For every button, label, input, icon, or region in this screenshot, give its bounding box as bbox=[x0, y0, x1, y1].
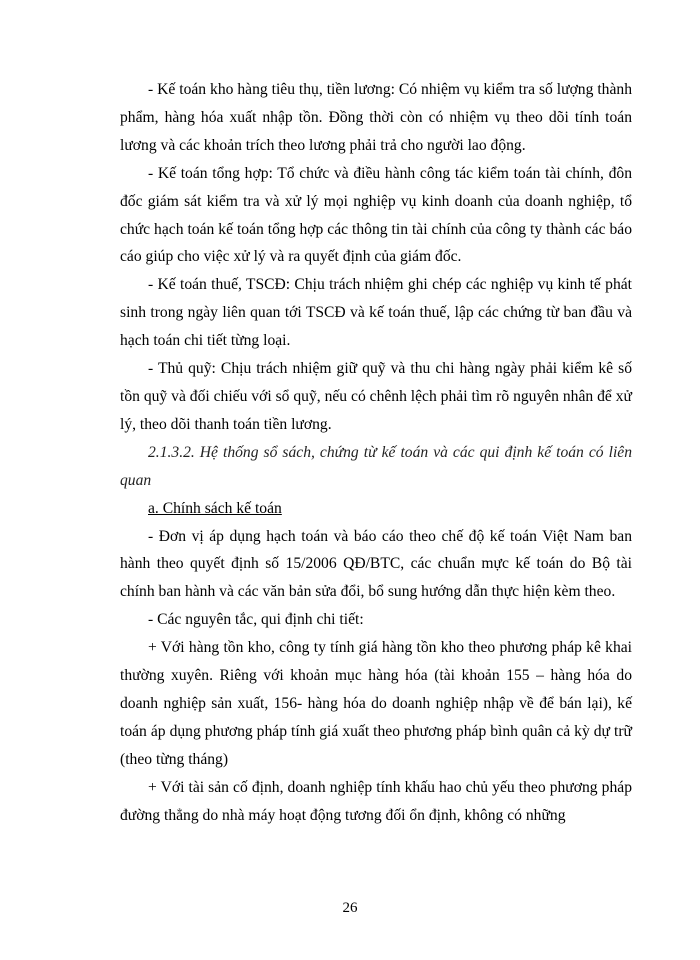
page-body bbox=[120, 76, 632, 829]
paragraph-accounting-regime: - Đơn vị áp dụng hạch toán và báo cáo theo chế độ kế toán Việt Nam ban hành theo quyết định số 15/2006 QĐ/BTC, các chuẩn mực kế toán do Bộ tài chính ban hành và các văn bản sửa đổi, bổ sung hướng dẫn thực hiện kèm theo. bbox=[120, 527, 632, 601]
paragraph-general-accountant: - Kế toán tổng hợp: Tổ chức và điều hành công tác kiểm toán tài chính, đôn đốc giám sát kiểm tra và xử lý mọi nghiệp vụ kinh doanh của doanh nghiệp, tổ chức hạch toán kế toán tổng hợp các thông tin tài chính của công ty thành các báo cáo giúp cho việc xử lý và ra quyết định của giám đốc. bbox=[120, 164, 632, 266]
paragraph-warehouse-accountant: - Kế toán kho hàng tiêu thụ, tiền lương: Có nhiệm vụ kiểm tra số lượng thành phẩm, hàng hóa xuất nhập tồn. Đồng thời còn có nhiệm vụ theo dõi tính toán lương và các khoản trích theo lương phải trả cho người lao động. bbox=[120, 81, 632, 154]
subheading-wrapper bbox=[120, 495, 632, 523]
paragraph-inventory: + Với hàng tồn kho, công ty tính giá hàng tồn kho theo phương pháp kê khai thường xuyên. Riêng với khoản mục hàng hóa (tài khoản 155 – hàng hóa do doanh nghiệp sản xuất, 156- hàng hóa do doanh nghiệp nhập về để bán lại), kế toán áp dụng phương pháp tính giá xuất theo phương pháp bình quân cả kỳ dự trữ (theo từng tháng) bbox=[120, 639, 632, 768]
paragraph-treasurer: - Thủ quỹ: Chịu trách nhiệm giữ quỹ và thu chi hàng ngày phải kiểm kê số tồn quỹ và đối chiếu với sổ quỹ, nếu có chênh lệch phải tìm rõ nguyên nhân để xử lý, theo dõi thanh toán tiền lương. bbox=[120, 360, 632, 433]
paragraph-tax-asset-accountant: - Kế toán thuế, TSCĐ: Chịu trách nhiệm ghi chép các nghiệp vụ kinh tế phát sinh trong ngày liên quan tới TSCĐ và kế toán thuế, lập các chứng từ ban đầu và hạch toán chi tiết từng loại. bbox=[120, 276, 632, 350]
section-heading: 2.1.3.2. Hệ thống sổ sách, chứng từ kế toán và các qui định kế toán có liên quan bbox=[120, 443, 632, 489]
subheading-accounting-policy: a. Chính sách kế toán bbox=[148, 499, 282, 517]
paragraph-fixed-assets: + Với tài sản cố định, doanh nghiệp tính khấu hao chủ yếu theo phương pháp đường thẳng do nhà máy hoạt động tương đối ổn định, không có những bbox=[120, 778, 632, 824]
paragraph-principles-intro: - Các nguyên tắc, qui định chi tiết: bbox=[148, 611, 364, 629]
page-number: 26 bbox=[342, 900, 358, 916]
